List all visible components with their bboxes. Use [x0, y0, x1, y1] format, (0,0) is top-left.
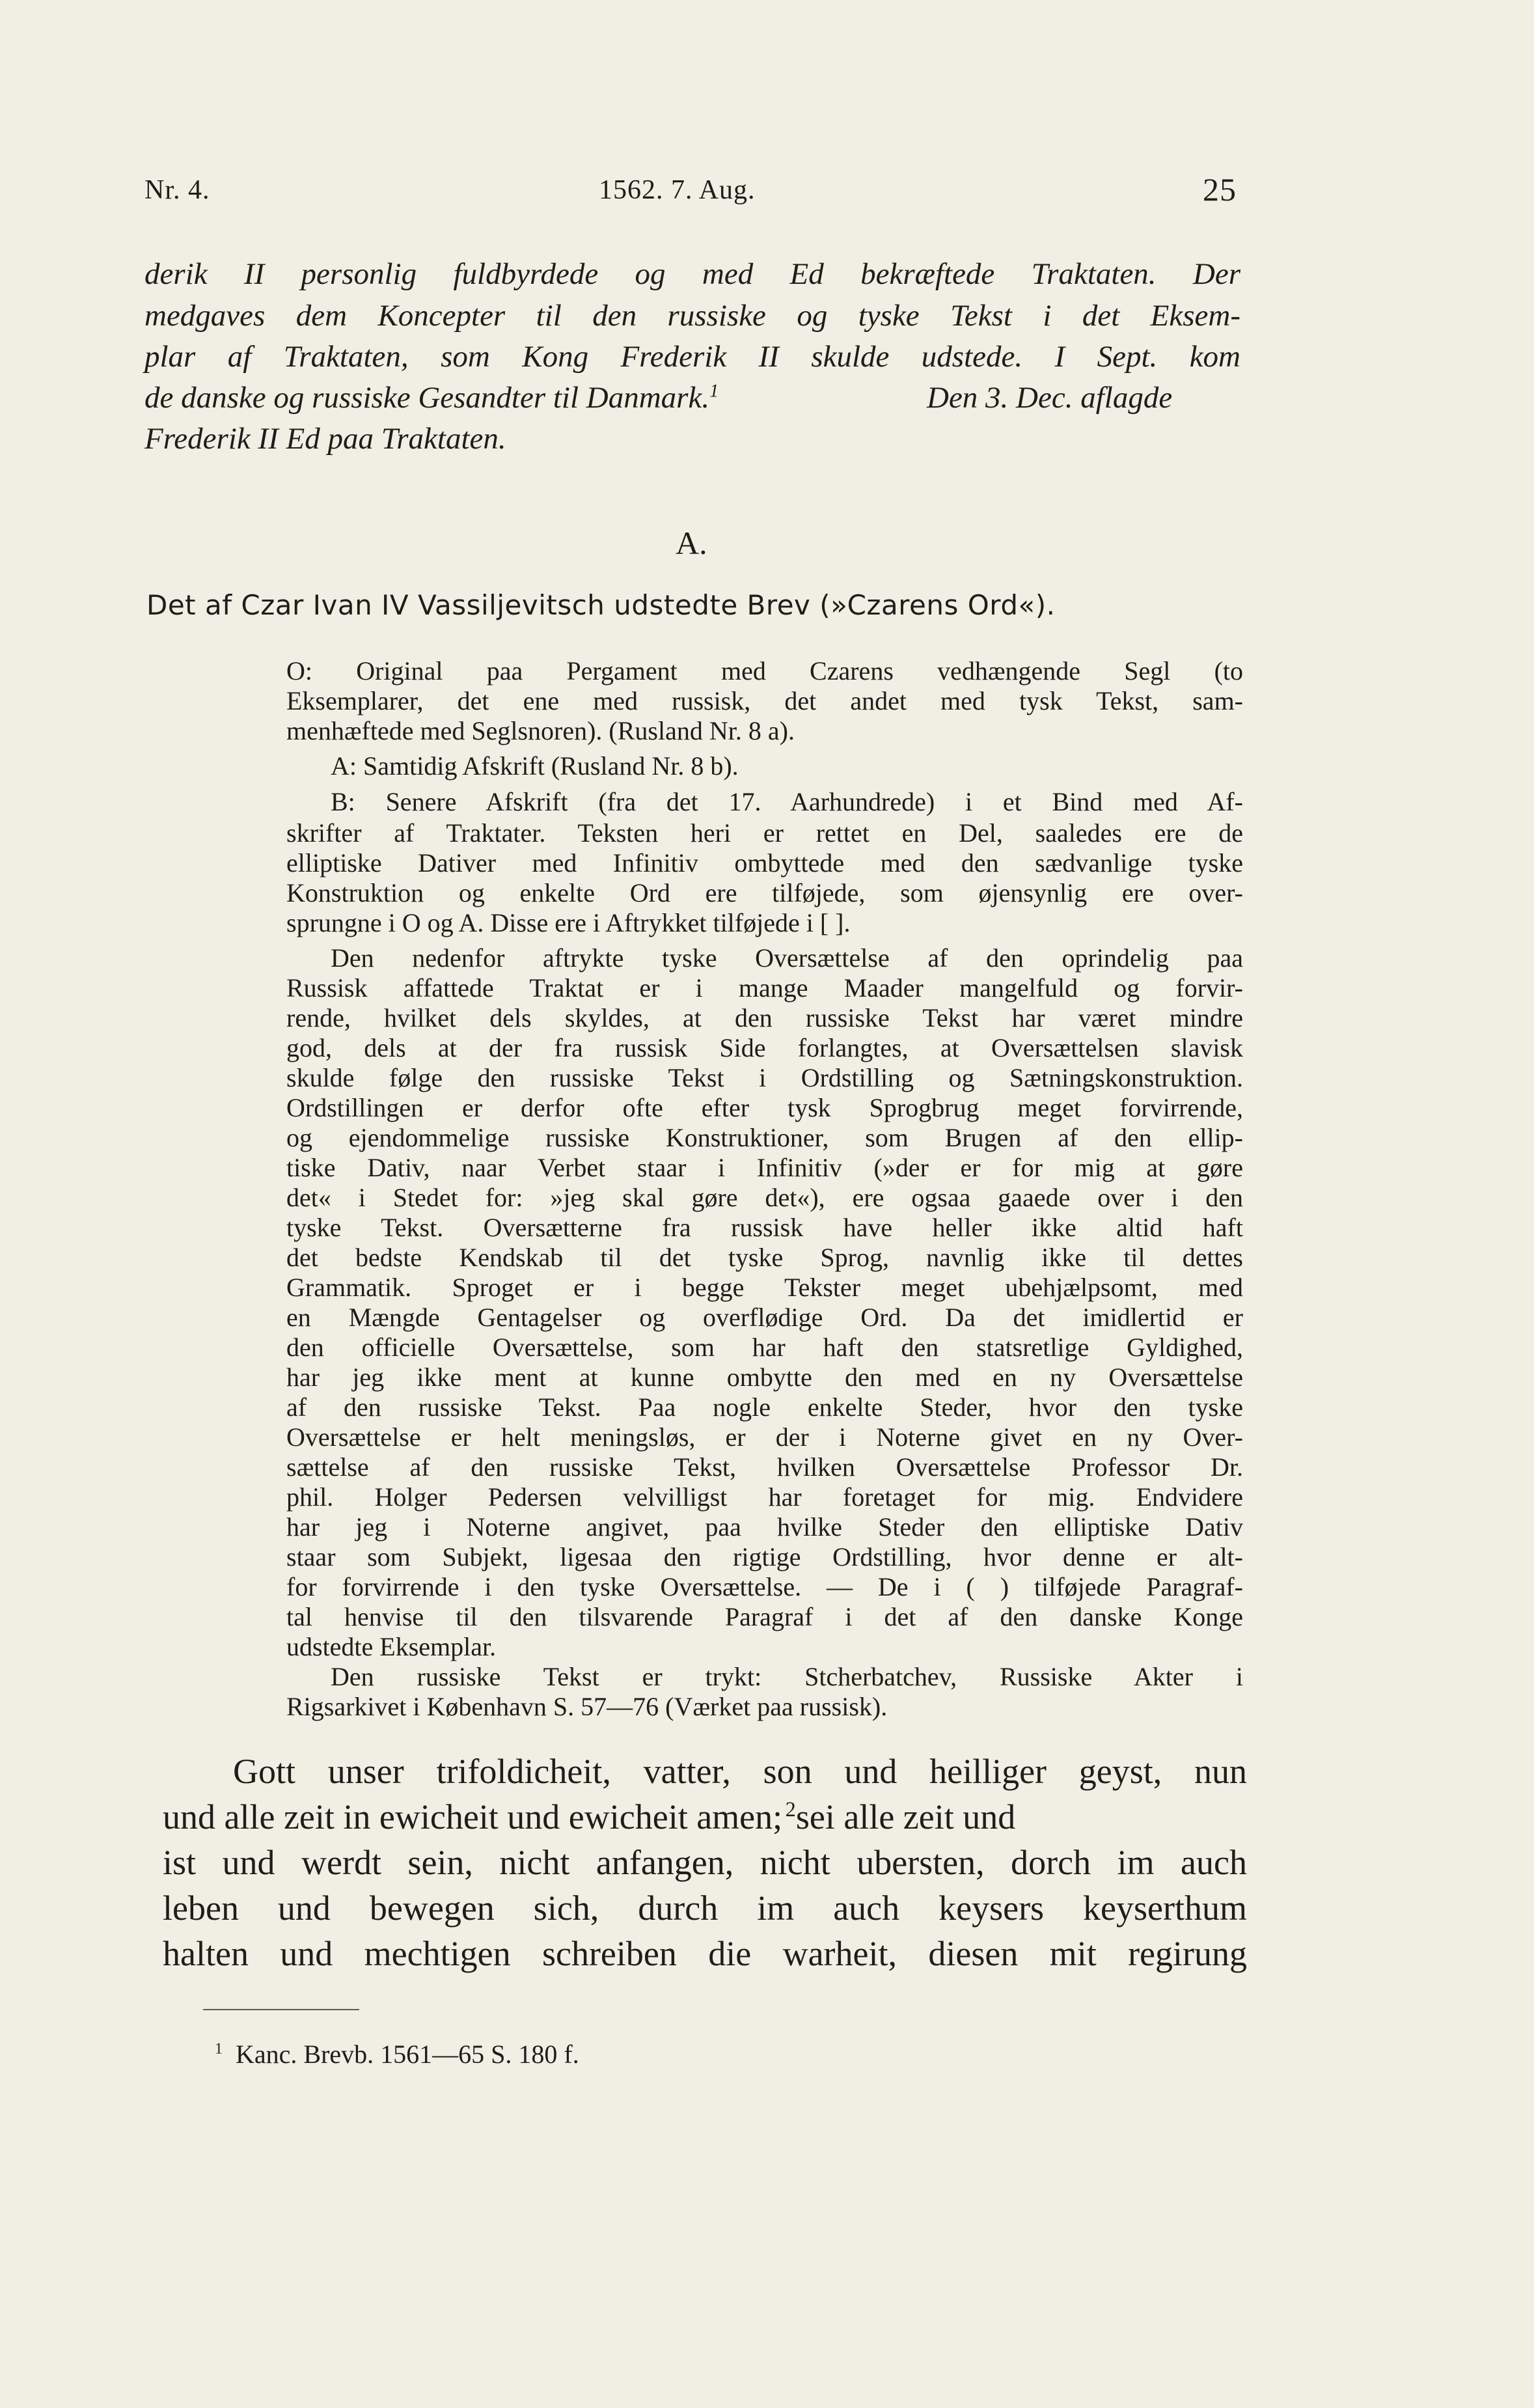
- note-line: A: Samtidig Afskrift (Rusland Nr. 8 b).: [331, 751, 739, 781]
- note-line: sprungne i O og A. Disse ere i Aftrykket tilføjede i [ ].: [286, 908, 851, 937]
- footnote: [215, 2039, 579, 2069]
- verse-marker: 2: [785, 1798, 796, 1821]
- treaty-text-line: halten und mechtigen schreiben die warheit, diesen mit regirung: [163, 1934, 1247, 1973]
- note-line: Ordstillingen er derfor ofte efter tysk Sprogbrug meget forvirrende,: [286, 1093, 1243, 1122]
- treaty-text-line: ist und werdt sein, nicht anfangen, nicht ubersten, dorch im auch: [163, 1843, 1247, 1882]
- treaty-text-line: Gott unser trifoldicheit, vatter, son und heilliger geyst, nun: [233, 1752, 1247, 1791]
- intro-line: Frederik II Ed paa Traktaten.: [144, 422, 506, 456]
- note-line: den officielle Oversættelse, som har haft den statsretlige Gyldighed,: [286, 1333, 1243, 1362]
- footnote-text: Kanc. Brevb. 1561—65 S. 180 f.: [236, 2040, 579, 2069]
- footnote-number: 1: [215, 2040, 223, 2058]
- note-line: B: Senere Afskrift (fra det 17. Aarhundrede) i et Bind med Af-: [331, 787, 1243, 816]
- note-line: og ejendommelige russiske Konstruktioner, som Brugen af den ellip-: [286, 1123, 1243, 1152]
- note-line: sættelse af den russiske Tekst, hvilken Oversættelse Professor Dr.: [286, 1452, 1243, 1482]
- note-line: tyske Tekst. Oversætterne fra russisk have heller ikke altid haft: [286, 1213, 1243, 1242]
- note-line: Eksemplarer, det ene med russisk, det andet med tysk Tekst, sam-: [286, 686, 1243, 715]
- note-line: skrifter af Traktater. Teksten heri er rettet en Del, saaledes ere de: [286, 818, 1243, 848]
- note-line: det« i Stedet for: »jeg skal gøre det«), ere ogsaa gaaede over i den: [286, 1183, 1243, 1212]
- note-line: tiske Dativ, naar Verbet staar i Infinitiv (»der er for mig at gøre: [286, 1153, 1243, 1182]
- note-line: Russisk affattede Traktat er i mange Maader mangelfuld og forvir-: [286, 973, 1243, 1003]
- intro-line: [144, 380, 719, 415]
- footnote-marker: 1: [709, 381, 719, 402]
- note-line: af den russiske Tekst. Paa nogle enkelte Steder, hvor den tyske: [286, 1392, 1243, 1422]
- intro-line: derik II personlig fuldbyrdede og med Ed bekræftede Traktaten. Der: [144, 257, 1240, 291]
- footnote-rule: [203, 2009, 359, 2010]
- note-line: har jeg i Noterne angivet, paa hvilke Steder den elliptiske Dativ: [286, 1512, 1243, 1542]
- running-header-left: Nr. 4.: [144, 175, 210, 205]
- note-line: staar som Subjekt, ligesaa den rigtige Ordstilling, hvor denne er alt-: [286, 1542, 1243, 1571]
- note-line: Den russiske Tekst er trykt: Stcherbatchev, Russiske Akter i: [331, 1662, 1243, 1691]
- note-line: phil. Holger Pedersen velvilligst har foretaget for mig. Endvidere: [286, 1482, 1243, 1512]
- section-title: Det af Czar Ivan IV Vassiljevitsch udstedte Brev (»Czarens Ord«).: [146, 589, 1056, 621]
- section-letter: A.: [676, 525, 707, 561]
- note-line: menhæftede med Seglsnoren). (Rusland Nr. 8 a).: [286, 716, 795, 745]
- note-line: for forvirrende i den tyske Oversættelse. — De i ( ) tilføjede Paragraf-: [286, 1572, 1243, 1601]
- treaty-text: und alle zeit in ewicheit und ewicheit amen;: [163, 1797, 783, 1836]
- note-line: Oversættelse er helt meningsløs, er der i Noterne givet en ny Over-: [286, 1422, 1243, 1452]
- note-line: Grammatik. Sproget er i begge Tekster meget ubehjælpsomt, med: [286, 1273, 1243, 1302]
- intro-line: plar af Traktaten, som Kong Frederik II skulde udstede. I Sept. kom: [144, 340, 1240, 374]
- treaty-text: sei alle zeit und: [795, 1797, 1016, 1836]
- note-line: en Mængde Gentagelser og overflødige Ord. Da det imidlertid er: [286, 1303, 1243, 1332]
- note-line: O: Original paa Pergament med Czarens vedhængende Segl (to: [286, 656, 1243, 685]
- note-line: Konstruktion og enkelte Ord ere tilføjede, som øjensynlig ere over-: [286, 878, 1243, 907]
- treaty-text-line: leben und bewegen sich, durch im auch keysers keyserthum: [163, 1889, 1247, 1928]
- treaty-text-line: [163, 1797, 1015, 1837]
- intro-line: medgaves dem Koncepter til den russiske og tyske Tekst i det Eksem-: [144, 299, 1240, 333]
- note-line: rende, hvilket dels skyldes, at den russiske Tekst har været mindre: [286, 1003, 1243, 1032]
- intro-line: Den 3. Dec. aflagde: [927, 381, 1173, 415]
- note-line: har jeg ikke ment at kunne ombytte den med en ny Oversættelse: [286, 1363, 1243, 1392]
- note-line: Rigsarkivet i København S. 57—76 (Værket paa russisk).: [286, 1692, 888, 1721]
- note-line: tal henvise til den tilsvarende Paragraf i det af den danske Konge: [286, 1602, 1243, 1631]
- note-line: god, dels at der fra russisk Side forlangtes, at Oversættelsen slavisk: [286, 1033, 1243, 1062]
- running-header-date: 1562. 7. Aug.: [599, 175, 756, 205]
- note-line: Den nedenfor aftrykte tyske Oversættelse af den oprindelig paa: [331, 943, 1243, 973]
- note-line: elliptiske Dativer med Infinitiv ombyttede med den sædvanlige tyske: [286, 848, 1243, 878]
- note-line: det bedste Kendskab til det tyske Sprog, navnlig ikke til dettes: [286, 1243, 1243, 1272]
- note-line: udstedte Eksemplar.: [286, 1632, 497, 1661]
- intro-line-text: de danske og russiske Gesandter til Danmark.: [144, 381, 710, 415]
- note-line: skulde følge den russiske Tekst i Ordstilling og Sætningskonstruktion.: [286, 1063, 1243, 1092]
- page-number: 25: [1203, 171, 1237, 208]
